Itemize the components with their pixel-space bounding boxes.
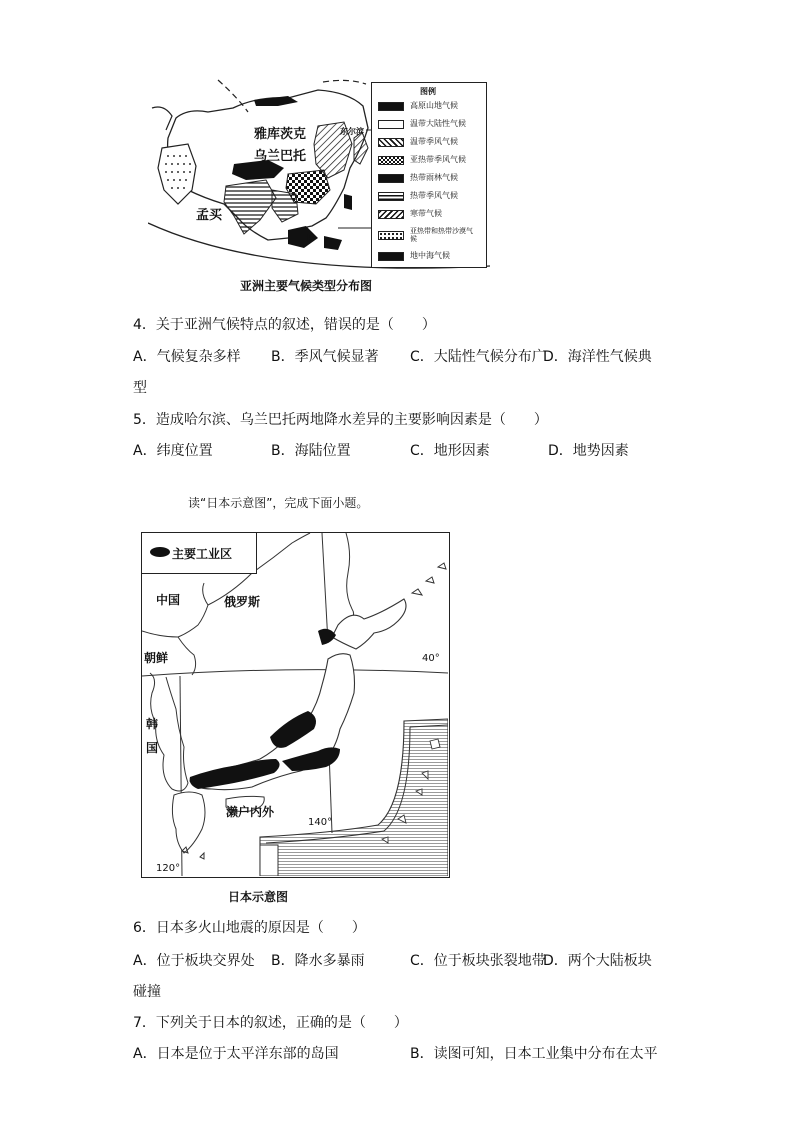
label-lon-140: 140°: [308, 817, 333, 828]
question-7-option-a[interactable]: A．日本是位于太平洋东部的岛国: [133, 1046, 339, 1062]
industrial-zone-swatch: [150, 547, 170, 557]
legend-swatch-subtropical-monsoon: [378, 156, 404, 165]
legend-swatch-tropical-monsoon: [378, 192, 404, 201]
question-7-option-b[interactable]: B．读图可知，日本工业集中分布在太平: [410, 1046, 658, 1062]
question-4-option-d-wrap: 型: [133, 380, 147, 396]
legend-swatch-tropical-rainforest: [378, 174, 404, 183]
legend-item-highland: [378, 99, 458, 113]
question-5-option-d[interactable]: D．地势因素: [548, 443, 629, 459]
question-5-option-a[interactable]: A．纬度位置: [133, 443, 213, 459]
asia-map-caption: 亚洲主要气候类型分布图: [240, 279, 373, 293]
label-mumbai: 孟买: [196, 208, 223, 223]
legend-label: 高原山地气候: [410, 101, 458, 110]
legend-label: 温带季风气候: [410, 137, 458, 146]
question-6-option-d-wrap: 碰撞: [133, 984, 161, 1000]
legend-swatch-highland: [378, 102, 404, 111]
label-china: 中国: [156, 593, 181, 607]
legend-label: 寒带气候: [410, 209, 442, 218]
asia-climate-map: [148, 78, 490, 273]
legend-label: 温带大陆性气候: [410, 119, 466, 128]
legend-item-temperate-continental: [378, 117, 466, 131]
label-lon-120: 120°: [156, 863, 181, 874]
legend-swatch-desert: [378, 231, 404, 240]
legend-label: 地中海气候: [410, 251, 450, 260]
label-yakutsk: 雅库茨克: [254, 127, 307, 142]
japan-intro: 读“日本示意图”，完成下面小题。: [188, 496, 369, 510]
question-5-option-c[interactable]: C．地形因素: [410, 443, 490, 459]
label-ulaanbaatar: 乌兰巴托: [254, 149, 307, 164]
question-6-option-b[interactable]: B．降水多暴雨: [271, 953, 365, 969]
japan-map-drawing: [142, 533, 448, 876]
legend-label: 亚热带和热带沙漠气候: [410, 227, 473, 243]
question-4-stem: 4．关于亚洲气候特点的叙述，错误的是（ ）: [133, 317, 436, 333]
label-south-korea-2: 国: [146, 741, 159, 755]
asia-map-legend: [371, 82, 487, 268]
question-4-option-a[interactable]: A．气候复杂多样: [133, 349, 241, 365]
legend-title: 图例: [420, 87, 436, 96]
question-5-stem: 5．造成哈尔滨、乌兰巴托两地降水差异的主要影响因素是（ ）: [133, 412, 548, 428]
label-harbin-partial: 东尔滨: [340, 127, 364, 136]
japan-legend: [142, 533, 257, 574]
legend-label: 热带季风气候: [410, 191, 458, 200]
label-point-b: B: [306, 232, 315, 245]
legend-item-mediterranean: [378, 249, 450, 263]
label-setouchi: 濑户内外: [226, 805, 275, 819]
question-6-option-c[interactable]: C．位于板块张裂地带: [410, 953, 546, 969]
legend-item-tropical-rainforest: [378, 171, 458, 185]
label-russia: 俄罗斯: [224, 595, 261, 609]
legend-swatch-polar: [378, 210, 404, 219]
question-4-option-c[interactable]: C．大陆性气候分布广: [410, 349, 546, 365]
legend-swatch-temperate-continental: [378, 120, 404, 129]
question-4-option-b[interactable]: B．季风气候显著: [271, 349, 379, 365]
legend-item-temperate-monsoon: [378, 135, 458, 149]
question-6-option-a[interactable]: A．位于板块交界处: [133, 953, 255, 969]
legend-label: 亚热带季风气候: [410, 155, 466, 164]
legend-swatch-mediterranean: [378, 252, 404, 261]
japan-map: [141, 532, 450, 878]
question-7-stem: 7．下列关于日本的叙述，正确的是（ ）: [133, 1015, 408, 1031]
legend-swatch-temperate-monsoon: [378, 138, 404, 147]
question-6-stem: 6．日本多火山地震的原因是（ ）: [133, 920, 366, 936]
legend-item-tropical-monsoon: [378, 189, 458, 203]
question-6-option-d[interactable]: D．两个大陆板块: [543, 953, 652, 969]
legend-item-desert: [378, 225, 476, 245]
question-5-option-b[interactable]: B．海陆位置: [271, 443, 351, 459]
legend-item-subtropical-monsoon: [378, 153, 466, 167]
japan-legend-label: 主要工业区: [172, 547, 233, 561]
legend-item-polar: [378, 207, 442, 221]
legend-label: 热带雨林气候: [410, 173, 458, 182]
japan-map-caption: 日本示意图: [228, 890, 289, 904]
label-south-korea-1: 韩: [146, 717, 159, 731]
label-north-korea: 朝鲜: [144, 651, 169, 665]
question-4-option-d[interactable]: D．海洋性气候典: [543, 349, 652, 365]
label-lat-40: 40°: [422, 653, 440, 664]
